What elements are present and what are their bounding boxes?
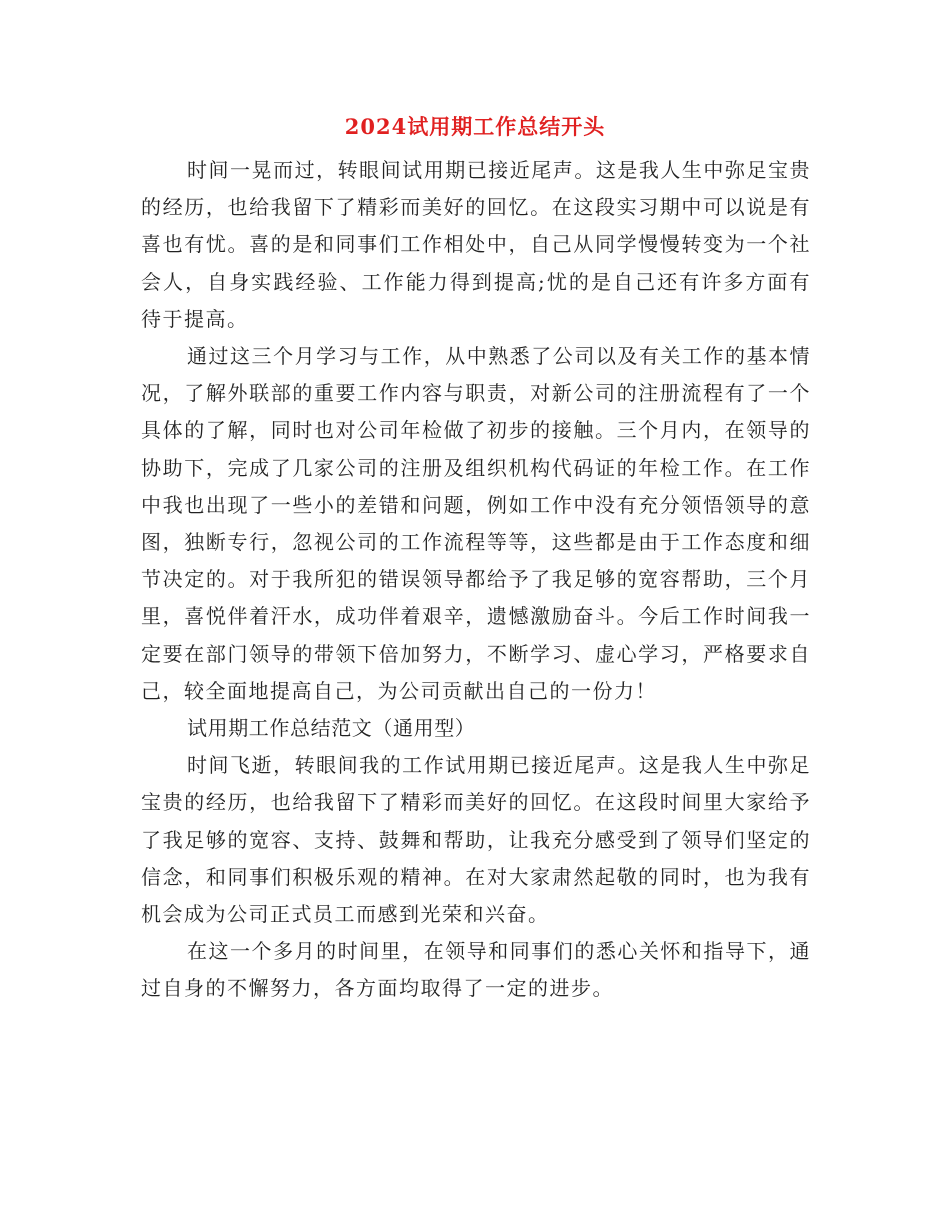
- paragraph-4: 在这一个多月的时间里，在领导和同事们的悉心关怀和指导下，通过自身的不懈努力，各方面均取得了一定的进步。: [141, 939, 811, 1001]
- paragraph-3: 时间飞逝，转眼间我的工作试用期已接近尾声。这是我人生中弥足宝贵的经历，也给我留下了精彩而美好的回忆。在这段时间里大家给予了我足够的宽容、支持、鼓舞和帮助，让我充分感受到了领导们坚定的信念，和同事们积极乐观的精神。在对大家肃然起敬的同时，也为我有机会成为公司正式员工而感到光荣和兴奋。: [141, 753, 811, 927]
- paragraph-1: 时间一晃而过，转眼间试用期已接近尾声。这是我人生中弥足宝贵的经历，也给我留下了精彩而美好的回忆。在这段实习期中可以说是有喜也有忧。喜的是和同事们工作相处中，自己从同学慢慢转变为一个社会人，自身实践经验、工作能力得到提高;忧的是自己还有许多方面有待于提高。: [141, 158, 811, 331]
- paragraph-2: 通过这三个月学习与工作，从中熟悉了公司以及有关工作的基本情况，了解外联部的重要工作内容与职责，对新公司的注册流程有了一个具体的了解，同时也对公司年检做了初步的接触。三个月内，在领导的协助下，完成了几家公司的注册及组织机构代码证的年检工作。在工作中我也出现了一些小的差错和问题，例如工作中没有充分领悟领导的意图，独断专行，忽视公司的工作流程等等，这些都是由于工作态度和细节决定的。对于我所犯的错误领导都给予了我足够的宽容帮助，三个月里，喜悦伴着汗水，成功伴着艰辛，遗憾激励奋斗。今后工作时间我一定要在部门领导的带领下倍加努力，不断学习、虚心学习，严格要求自己，较全面地提高自己，为公司贡献出自己的一份力！: [141, 344, 811, 703]
- document-body: [141, 152, 811, 1008]
- document-title: 2024试用期工作总结开头: [344, 114, 606, 139]
- section-heading: 试用期工作总结范文（通用型）: [187, 716, 476, 741]
